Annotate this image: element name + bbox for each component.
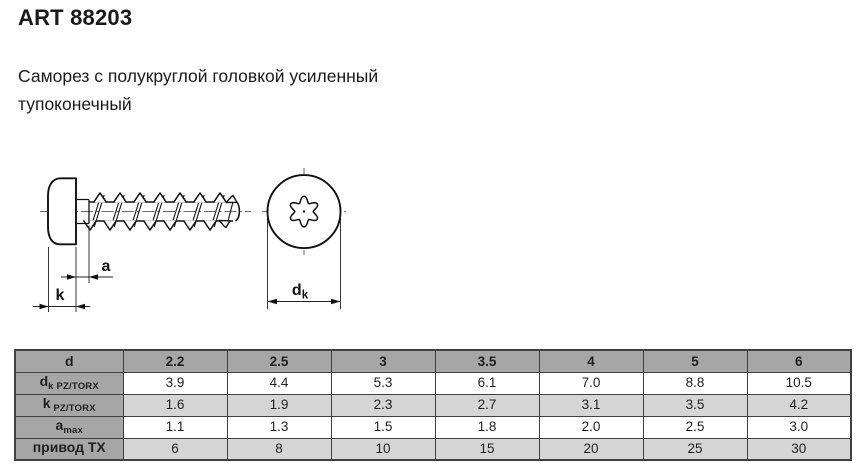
table-row-k (15, 394, 851, 416)
table-cell: 1.1 (123, 416, 227, 438)
table-cell: 10.5 (747, 372, 851, 394)
column-header: 6 (747, 350, 851, 372)
row-label-k: k $_{PZ/TORX}$ (15, 394, 123, 416)
screw-top-view (262, 168, 346, 309)
table-cell: 1.3 (227, 416, 331, 438)
dimensions-table (14, 349, 852, 461)
dim-dk-arrow-left (268, 299, 278, 304)
table-cell: 3.1 (539, 394, 643, 416)
dim-k-arrow-left (40, 304, 49, 309)
column-header: 5 (643, 350, 747, 372)
table-cell: 2.0 (539, 416, 643, 438)
table-cell: 4.2 (747, 394, 851, 416)
table-cell: 30 (747, 438, 851, 460)
column-header: 2.5 (227, 350, 331, 372)
dim-a-arrow-left (67, 274, 76, 279)
table-cell: 1.9 (227, 394, 331, 416)
page-title: ART 88203 (18, 5, 133, 30)
table-cell: 3.0 (747, 416, 851, 438)
table-cell: 10 (331, 438, 435, 460)
table-cell: 2.5 (643, 416, 747, 438)
column-header-d: d (15, 350, 123, 372)
column-header: 4 (539, 350, 643, 372)
table-cell: 1.6 (123, 394, 227, 416)
table-cell: 5.3 (331, 372, 435, 394)
table-cell: 6.1 (435, 372, 539, 394)
table-header-row (15, 350, 851, 372)
row-label-dk: $d_{k PZ/TORX}$ (15, 372, 123, 394)
table-cell: 2.3 (331, 394, 435, 416)
table-cell: 4.4 (227, 372, 331, 394)
table-cell: 3.9 (123, 372, 227, 394)
column-header: 3.5 (435, 350, 539, 372)
table-cell: 25 (643, 438, 747, 460)
thread-upper-teeth (94, 193, 227, 203)
dim-a-arrow-right (89, 274, 98, 279)
table-cell: 7.0 (539, 372, 643, 394)
table-cell: 2.7 (435, 394, 539, 416)
table-cell: 15 (435, 438, 539, 460)
table-cell: 3.5 (643, 394, 747, 416)
dim-dk-arrow-right (331, 299, 341, 304)
thread-lower-end-tooth (220, 220, 231, 227)
table-cell: 1.5 (331, 416, 435, 438)
table-row-dk (15, 372, 851, 394)
dimension-k (33, 247, 90, 312)
torx-center-dot (303, 210, 305, 212)
table-cell: 8 (227, 438, 331, 460)
column-header: 3 (331, 350, 435, 372)
column-header: 2.2 (123, 350, 227, 372)
dimension-label-dk: $d_k$ (291, 282, 309, 302)
row-label-drive: привод TX (15, 438, 123, 460)
dimension-label-k: k (55, 287, 65, 304)
dim-k-arrow-right (76, 304, 85, 309)
screw-head-profile (48, 178, 76, 244)
row-label-amax: $a_{max}$ (15, 416, 123, 438)
table-row-drive (15, 438, 851, 460)
screw-side-view (33, 178, 251, 312)
thread-upper-end-tooth (227, 196, 238, 203)
table-cell: 1.8 (435, 416, 539, 438)
table-row-amax (15, 416, 851, 438)
thread-lower-teeth (84, 220, 217, 230)
table-cell: 6 (123, 438, 227, 460)
dimension-label-a: a (101, 258, 111, 275)
table-cell: 20 (539, 438, 643, 460)
product-description-line2: тупоконечный (18, 94, 132, 114)
table-cell: 8.8 (643, 372, 747, 394)
product-description-line1: Саморез с полукруглой головкой усиленный (18, 66, 379, 86)
